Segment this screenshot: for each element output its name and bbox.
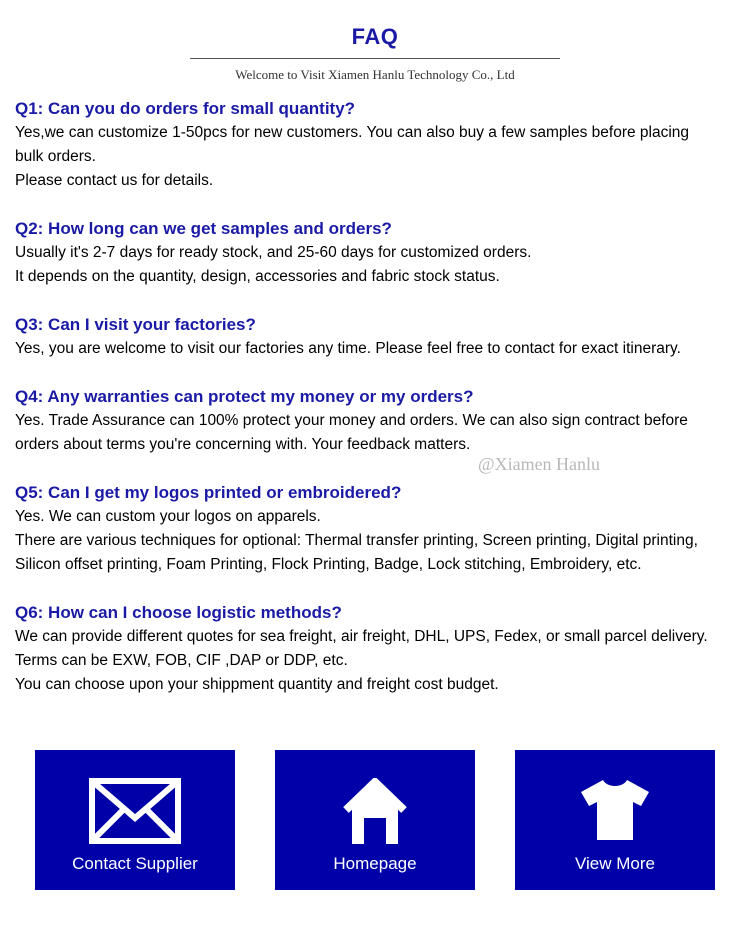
faq-item-q2 — [15, 217, 743, 289]
faq-answer-line: Usually it's 2-7 days for ready stock, and 25-60 days for customized orders. — [15, 244, 532, 261]
welcome-subtitle: Welcome to Visit Xiamen Hanlu Technology Co., Ltd — [235, 67, 515, 82]
faq-item-q5 — [15, 481, 743, 577]
faq-answer-line: bulk orders. — [15, 148, 96, 165]
faq-item-q3 — [15, 313, 743, 361]
contact-supplier-label: Contact Supplier — [72, 854, 198, 873]
title-divider — [190, 58, 560, 59]
contact-supplier-button[interactable] — [35, 750, 235, 890]
faq-answer-line: Terms can be EXW, FOB, CIF ,DAP or DDP, etc. — [15, 652, 348, 669]
faq-question: Q4: Any warranties can protect my money or my orders? — [15, 387, 474, 406]
faq-answer-line: Yes, you are welcome to visit our factories any time. Please feel free to contact for exact itinerary. — [15, 340, 681, 357]
faq-question: Q1: Can you do orders for small quantity? — [15, 99, 356, 118]
watermark-text: @Xiamen Hanlu — [478, 454, 601, 474]
view-more-button[interactable] — [515, 750, 715, 890]
page-title: FAQ — [351, 24, 399, 49]
home-icon — [275, 778, 475, 844]
faq-item-q1 — [15, 97, 743, 193]
tshirt-icon — [515, 778, 715, 844]
faq-answer-line: orders about terms you're concerning with. Your feedback matters. — [15, 436, 471, 453]
homepage-button[interactable] — [275, 750, 475, 890]
faq-answer-line: It depends on the quantity, design, accessories and fabric stock status. — [15, 268, 500, 285]
faq-answer-line: Yes,we can customize 1-50pcs for new customers. You can also buy a few samples before placing — [15, 124, 690, 141]
faq-question: Q2: How long can we get samples and orders? — [15, 219, 392, 238]
faq-answer-line: Silicon offset printing, Foam Printing, Flock Printing, Badge, Lock stitching, Embroidery, etc. — [15, 556, 642, 573]
faq-answer-line: Please contact us for details. — [15, 172, 214, 189]
faq-answer-line: Yes. Trade Assurance can 100% protect your money and orders. We can also sign contract before — [15, 412, 688, 429]
envelope-icon — [35, 778, 235, 844]
homepage-label: Homepage — [333, 854, 417, 873]
faq-item-q6 — [15, 601, 743, 697]
faq-question: Q3: Can I visit your factories? — [15, 315, 256, 334]
faq-answer-line: We can provide different quotes for sea freight, air freight, DHL, UPS, Fedex, or small parcel delivery. — [15, 628, 708, 645]
faq-question: Q6: How can I choose logistic methods? — [15, 603, 342, 622]
view-more-label: View More — [575, 854, 655, 873]
faq-answer-line: Yes. We can custom your logos on apparels. — [15, 508, 321, 525]
faq-answer-line: There are various techniques for optional: Thermal transfer printing, Screen printing, Digital printing, — [15, 532, 698, 549]
faq-item-q4 — [15, 385, 743, 457]
faq-question: Q5: Can I get my logos printed or embroidered? — [15, 483, 402, 502]
faq-answer-line: You can choose upon your shippment quantity and freight cost budget. — [15, 676, 499, 693]
